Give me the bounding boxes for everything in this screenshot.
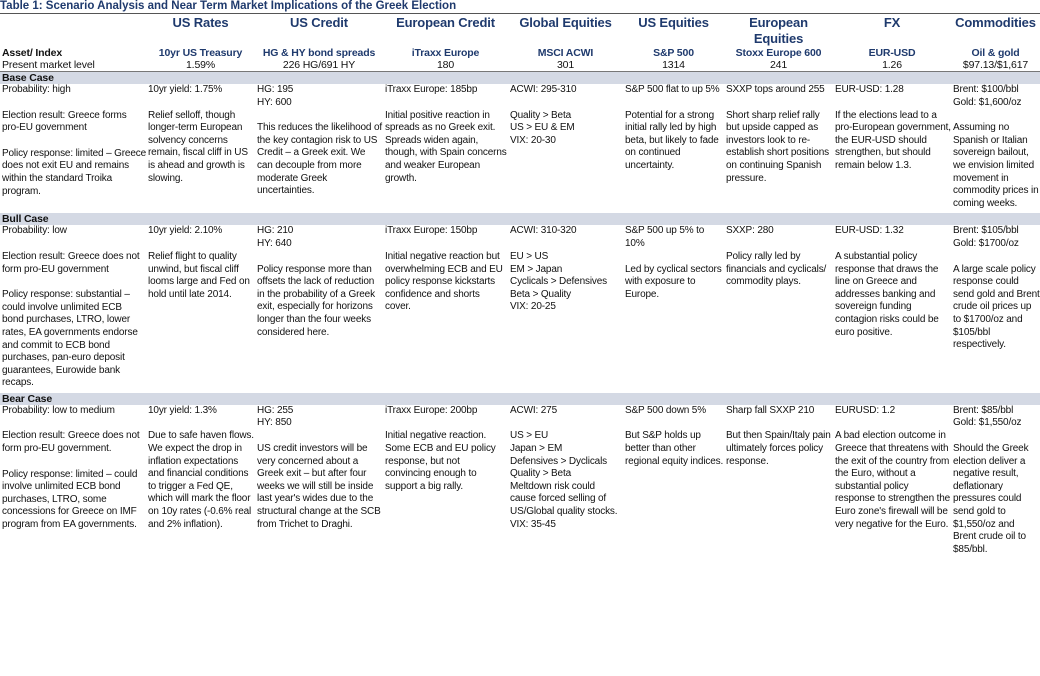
table-row [0,225,1040,390]
cell-paragraph: HG: 210 HY: 640 [257,225,294,249]
index-global-equities: MSCI ACWI [537,47,594,59]
cell-paragraph: S&P 500 down 5% [625,404,706,416]
level-european-credit: 180 [383,59,508,72]
cell-commodities [951,84,1040,210]
cell-global-equities [508,225,623,390]
cell-paragraph: Policy rally led by financials and cyclicals/ commodity plays. [726,250,827,288]
scenario-table [0,15,1040,556]
cell-asset [0,405,146,557]
index-european-equities: Stoxx Europe 600 [735,47,822,59]
level-fx: 1.26 [833,59,951,72]
cell-asset [0,84,146,210]
header-us-rates: US Rates [172,15,229,30]
cell-paragraph: S&P 500 flat to up 5% [625,84,720,95]
index-european-credit: iTraxx Europe [411,47,480,59]
cell-paragraph: Election result: Greece forms pro-EU government [2,109,127,134]
header-fx: FX [883,15,901,30]
cell-paragraph: Assuming no Spanish or Italian sovereign bailout, we envision limited movement in commodity prices in coming weeks. [953,122,1039,209]
cell-paragraph: Short sharp relief rally but upside capped as investors look to re-establish short positions on continuing Spanish pressure. [726,109,829,184]
cell-us-credit [255,405,383,557]
cell-european-equities [724,405,833,557]
cell-us-credit [255,225,383,390]
cell-paragraph: ACWI: 275 [510,404,557,416]
cell-paragraph: HG: 195 HY: 600 [257,84,294,108]
cell-paragraph: Led by cyclical sectors with exposure to Europe. [625,263,722,300]
cell-paragraph: ACWI: 310-320 [510,225,577,237]
cell-paragraph: US > EU Japan > EM Defensives > Dyclicals Quality > Beta Meltdown risk could cause forced selling of US/Global quality stocks. VIX: 35-45 [510,430,618,530]
cell-paragraph: Relief selloff, though longer-term European solvency concerns remain, fiscal cliff in US is ahead and growth is slowing. [148,109,248,184]
table-title: Table 1: Scenario Analysis and Near Term Market Implications of the Greek Election [0,0,1040,14]
cell-us-equities [623,84,724,210]
cell-us-equities [623,225,724,390]
cell-us-rates [146,405,255,557]
section-label: Base Case [0,72,1040,85]
cell-paragraph: US credit investors will be very concerned about a Greek exit – but after four weeks we will still be inside last year's wides due to the structural change at the SCB from Trichet to Draghi. [257,443,381,530]
level-us-rates: 1.59% [146,59,255,72]
cell-paragraph: Initial positive reaction in spreads as no Greek exit. Spreads widen again, though, with Spain concerns and weaker European growth. [385,109,507,184]
cell-paragraph: iTraxx Europe: 185bp [385,84,478,95]
cell-paragraph: Policy response: limited – Greece does not exit EU and remains within the standard Troika program. [2,147,146,197]
cell-paragraph: Initial negative reaction. Some ECB and EU policy response, but not convincing enough to support a big rally. [385,430,496,492]
cell-european-equities [724,225,833,390]
cell-paragraph: Quality > Beta US > EU & EM VIX: 20-30 [510,109,575,146]
cell-paragraph: EUR-USD: 1.32 [835,225,904,237]
index-fx: EUR-USD [868,47,916,59]
cell-us-rates [146,84,255,210]
cell-asset [0,225,146,390]
header-european-credit: European Credit [396,15,495,30]
cell-paragraph: Brent: $100/bbl Gold: $1,600/oz [953,84,1022,108]
cell-paragraph: But then Spain/Italy pain ultimately forces policy response. [726,430,831,467]
cell-paragraph: 10yr yield: 2.10% [148,225,223,237]
cell-european-equities [724,84,833,210]
table-row [0,405,1040,557]
cell-paragraph: iTraxx Europe: 150bp [385,225,478,237]
cell-paragraph: Potential for a strong initial rally led by high beta, but likely to fade on continued uncertainty. [625,109,719,171]
cell-global-equities [508,405,623,557]
cell-paragraph: EU > US EM > Japan Cyclicals > Defensives Beta > Quality VIX: 20-25 [510,250,608,313]
cell-paragraph: Sharp fall SXXP 210 [726,404,815,416]
header-row-market-level [0,59,1040,72]
cell-paragraph: Brent: $105/bbl Gold: $1700/oz [953,225,1019,249]
cell-paragraph: Probability: low [2,225,67,237]
cell-paragraph: S&P 500 up 5% to 10% [625,225,705,249]
cell-paragraph: Brent: $85/bbl Gold: $1,550/oz [953,404,1022,429]
cell-paragraph: Relief flight to quality unwind, but fiscal cliff looms large and Fed on hold until late 2014. [148,250,250,300]
section-label: Bull Case [0,213,1040,225]
market-level-label: Present market level [0,59,146,72]
header-commodities: Commodities [955,15,1036,30]
cell-paragraph: Policy response: limited – could involve unlimited ECB bond purchases, LTRO, some concessions for Greece on IMF program from EA governments. [2,468,138,531]
cell-european-credit [383,405,508,557]
cell-paragraph: ACWI: 295-310 [510,84,577,95]
cell-global-equities [508,84,623,210]
header-us-equities: US Equities [638,15,709,30]
cell-paragraph: A large scale policy response could send gold and Brent crude oil prices up to $1700/oz and $105/bbl respectively. [953,263,1040,351]
cell-us-credit [255,84,383,210]
level-european-equities: 241 [724,59,833,72]
level-us-equities: 1314 [623,59,724,72]
level-us-credit: 226 HG/691 HY [255,59,383,72]
cell-paragraph: Election result: Greece does not form pro-EU government. [2,430,140,455]
cell-commodities [951,405,1040,557]
section-header-row [0,213,1040,225]
cell-european-credit [383,225,508,390]
cell-commodities [951,225,1040,390]
cell-paragraph: SXXP: 280 [726,225,774,237]
cell-paragraph: iTraxx Europe: 200bp [385,404,478,416]
cell-fx [833,84,951,210]
cell-paragraph: HG: 255 HY: 850 [257,404,294,429]
cell-paragraph: Should the Greek election deliver a negative result, deflationary pressures could send gold to $1,550/oz and Brent crude oil to $85/bbl. [953,443,1029,555]
index-commodities: Oil & gold [971,47,1020,59]
header-european-equities: European Equities [749,15,808,46]
cell-paragraph: EURUSD: 1.2 [835,404,896,416]
cell-paragraph: Probability: low to medium [2,404,115,416]
cell-paragraph: 10yr yield: 1.75% [148,84,223,95]
cell-fx [833,405,951,557]
section-header-row [0,393,1040,405]
table-row [0,84,1040,210]
cell-paragraph: This reduces the likelihood of the key contagion risk to US Credit – a Greek exit. We can decouple from more moderate Greek uncertainties. [257,122,383,197]
cell-paragraph: 10yr yield: 1.3% [148,404,217,416]
header-blank [0,15,146,47]
cell-paragraph: Initial negative reaction but overwhelming ECB and EU policy response kickstarts confidence and shorts cover. [385,250,503,313]
header-row-asset-class [0,15,1040,47]
cell-us-equities [623,405,724,557]
cell-paragraph: A bad election outcome in Greece that threatens with the exit of the country from the Euro, without a substantial policy response to strengthen the Euro zone's firewall will be very negative for the Euro. [835,430,951,530]
header-global-equities: Global Equities [519,15,612,30]
cell-european-credit [383,84,508,210]
cell-paragraph: Probability: high [2,84,71,95]
level-global-equities: 301 [508,59,623,72]
cell-paragraph: Policy response: substantial – could involve unlimited ECB bond purchases, LTRO, lower rates, EA governments endorse and commit to ECB bond purchases, pan-euro deposit guarantees, Eurowide bank recaps. [2,289,138,389]
cell-paragraph: If the elections lead to a pro-European government, the EUR-USD should strengthen, but should remain below 1.3. [835,109,951,171]
level-commodities: $97.13/$1,617 [951,59,1040,72]
header-row-index [0,47,1040,59]
cell-paragraph: SXXP tops around 255 [726,84,825,95]
cell-paragraph: EUR-USD: 1.28 [835,84,904,95]
cell-paragraph: But S&P holds up better than other regional equity indices. [625,430,724,467]
header-asset-index-label: Asset/ Index [2,47,63,59]
section-label: Bear Case [0,393,1040,405]
section-header-row [0,72,1040,85]
cell-fx [833,225,951,390]
cell-us-rates [146,225,255,390]
cell-paragraph: Policy response more than offsets the lack of reduction in the probability of a Greek exit, especially for horizons longer than the four weeks considered here. [257,263,375,338]
index-us-equities: S&P 500 [653,47,694,59]
index-us-rates: 10yr US Treasury [158,47,243,59]
cell-paragraph: Election result: Greece does not form pro-EU government [2,250,140,275]
scenario-body [0,72,1040,557]
cell-paragraph: Due to safe haven flows. We expect the drop in inflation expectations and financial conditions to trigger a Fed QE, which will mark the floor on 10y rates (-0.6% real and 2% inflation). [148,430,254,530]
header-us-credit: US Credit [290,15,348,30]
index-us-credit: HG & HY bond spreads [262,47,376,59]
cell-paragraph: A substantial policy response that draws the line on Greece and addresses banking and sovereign funding contagion risks could be euro positive. [835,250,939,338]
